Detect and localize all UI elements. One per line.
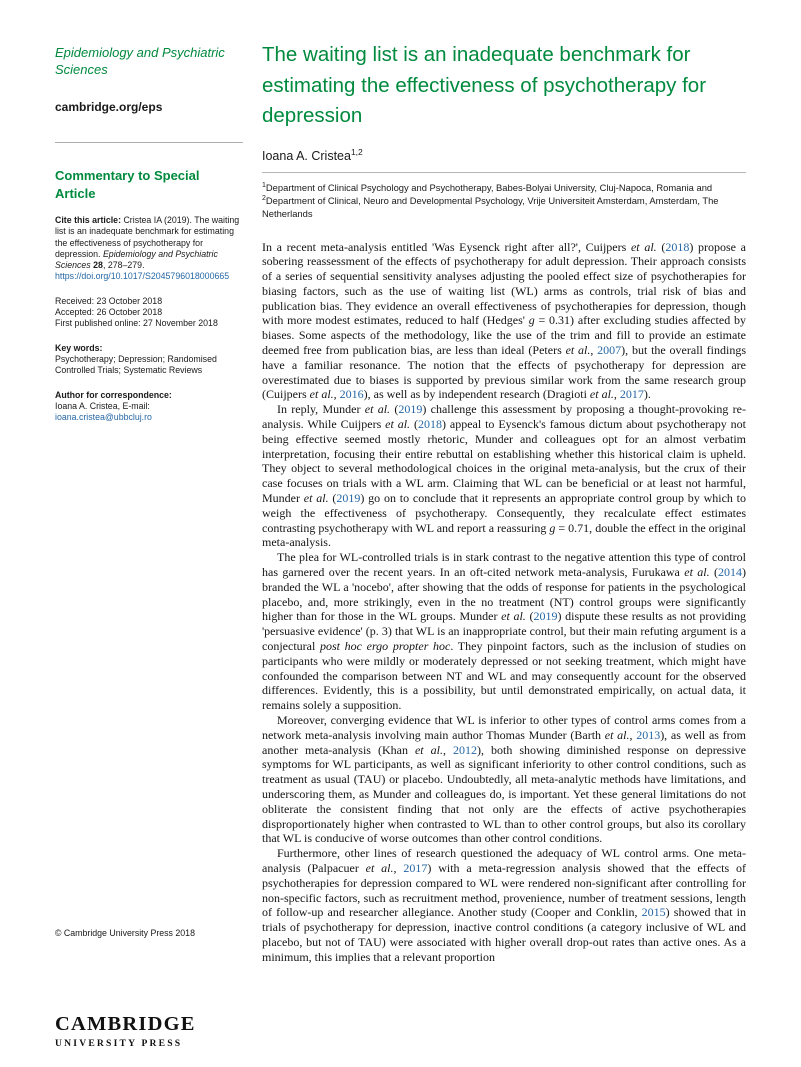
- body-paragraph: [262, 846, 746, 964]
- citation-link[interactable]: 2014: [718, 565, 743, 580]
- text-run: ), both showing diminished response on depressive symptoms for WL participants, as well as significant inferiority to other control conditions, such as treatment as usual (TAU) or placebo. Undoubtedly, all meta-analytic methods have limitations, and underscoring them, as Munder and colleagues do, is important. Yet these general limitations do not obliterate the consistent finding that not only are the effects of active psychotherapies disproportionately higher when contrasted to WL than to other control groups, but also its corollary that WL is conducive of worse outcomes than other control conditions.: [262, 742, 747, 846]
- text-run: Moreover, converging evidence that WL is inferior to other types of control arms comes from a network meta-analysis involving main author Thomas Munder (Barth: [262, 713, 746, 742]
- text-run: (: [390, 402, 399, 417]
- text-run: . They pinpoint factors, such as the inclusion of studies on participants who were mildly or moderately depressed or not seeking treatment, which might have confounded the comparison between NT and WL and may consequently account for the observed differences. Evidently, this is a possibility, but until demonstrated empirically, on actual data, it remains solely a supposition.: [262, 639, 746, 713]
- affiliation-2-text: Department of Clinical, Neuro and Developmental Psychology, Vrije Universiteit Amsterdam, Amsterdam, The Netherlands: [262, 194, 719, 219]
- italic-text: et al.: [565, 343, 591, 358]
- title-divider: [262, 172, 746, 173]
- journal-name: Epidemiology and Psychiatric Sciences: [55, 45, 225, 77]
- cite-pages: , 278–279.: [102, 260, 145, 271]
- text-run: ,: [629, 727, 637, 742]
- citation-link[interactable]: 2018: [417, 417, 442, 432]
- received-date: Received: 23 October 2018: [55, 295, 163, 306]
- text-run: In reply, Munder: [277, 402, 365, 417]
- citation-link[interactable]: 2019: [533, 609, 558, 624]
- body-paragraph: [262, 550, 746, 713]
- text-run: ) appeal to Eysenck's famous dictum about psychotherapy not being effective seemed mostly rhetoric, Munder and colleagues opt for an almost verbatim interpretation, focusing their entire rebuttal on establishing whether this historical claim is upheld. They object to several methodological choices in the original meta-analysis, but the crux of their case focuses on trials with a WL arm. Claiming that WL can be beneficial or at least not harmful, Munder: [262, 417, 746, 506]
- italic-text: post hoc ergo propter hoc: [319, 639, 451, 654]
- correspondence-email-link[interactable]: ioana.cristea@ubbcluj.ro: [55, 412, 152, 423]
- article-body: [262, 240, 746, 965]
- text-run: ), but the overall findings have a familiar resonance. The notion that the effects of psychotherapy for depression are overestimated due to biases is supported by previous similar work from the same research group (Cuijpers: [262, 343, 747, 402]
- citation-link[interactable]: 2017: [403, 860, 428, 875]
- author-line: [262, 146, 746, 163]
- text-run: ) challenge this assessment by proposing a thought-provoking re-analysis. While Cuijpers: [262, 402, 746, 432]
- text-run: ) branded the WL a 'nocebo', after showing that the odds of response for patients in the psychological placebo, and, more strikingly, even in the no treatment (NT) control groups were significantly higher than for those in the WL groups. Munder: [262, 565, 747, 624]
- citation-block: [55, 215, 243, 283]
- logo-wordmark-cambridge: CAMBRIDGE: [55, 1013, 196, 1035]
- accepted-date: Accepted: 26 October 2018: [55, 307, 163, 318]
- citation-link[interactable]: 2019: [398, 402, 423, 417]
- italic-text: et al.: [365, 860, 394, 875]
- article-title: The waiting list is an inadequate benchmark for estimating the effectiveness of psychotherapy for depression: [262, 43, 707, 127]
- text-run: ,: [442, 742, 453, 757]
- text-run: ) showed that in trials of psychotherapy for depression, inactive control conditions (a category inclusive of WL and placebo, but not of TAU) were associated with higher overall drop-out rates than active ones. As a minimum, this implies that a relevant proportion: [262, 905, 746, 964]
- body-paragraph: [262, 713, 746, 846]
- citation-link[interactable]: 2017: [619, 387, 644, 402]
- journal-url-link[interactable]: cambridge.org/eps: [55, 100, 163, 114]
- text-run: The plea for WL-controlled trials is in stark contrast to the negative attention this type of control has garnered over the recent years. In an oft-cited network meta-analysis, Furukawa: [262, 550, 746, 580]
- text-run: Furthermore, other lines of research questioned the adequacy of WL control arms. One meta-analysis (Palpacuer: [262, 846, 746, 875]
- italic-text: et al.: [414, 742, 443, 757]
- sidebar: [55, 44, 243, 432]
- author-affiliation-sup: 1,2: [350, 146, 363, 157]
- text-run: (: [656, 239, 666, 254]
- keywords-block: [55, 343, 243, 377]
- cite-journal-name: Epidemiology and Psychiatric Sciences: [55, 248, 218, 271]
- affiliation-1-sup: 1: [262, 181, 266, 189]
- italic-text: et al.: [630, 239, 657, 254]
- author-name: Ioana A. Cristea: [262, 148, 351, 163]
- italic-text: et al.: [303, 491, 329, 506]
- text-run: ).: [643, 387, 651, 402]
- logo-wordmark-university-press: UNIVERSITY PRESS: [55, 1037, 183, 1049]
- citation-link[interactable]: 2016: [339, 387, 364, 402]
- body-paragraph: [262, 240, 746, 403]
- text-run: ) dispute these results as not providing 'persuasive evidence' (p. 3) that WL is an inappropriate control, but their main refuting argument is a conjectural: [262, 609, 747, 654]
- text-run: (: [709, 565, 719, 580]
- text-run: ) with a meta-regression analysis showed that the effects of psychotherapies for depression compared to WL were rendered non-significant after controlling for non-specific factors, such as recruitment method, provenience, number of treatment sessions, length of follow-up and researcher allegiance. Another study (Cooper and Conklin,: [262, 860, 747, 920]
- correspondence-text: Ioana A. Cristea, E-mail:: [55, 400, 150, 411]
- text-run: (: [525, 609, 534, 624]
- sidebar-divider: [55, 142, 243, 143]
- text-run: ) go on to conclude that it represents an appropriate control group by which to weigh the effectiveness of psychotherapy. Consequently, they recalculate effect estimates contrasting psychotherapy with WL and report a reassuring: [262, 491, 747, 535]
- italic-text: et al.: [364, 402, 391, 417]
- text-run: ), as well as by independent research (Dragioti: [363, 387, 590, 402]
- correspondence-block: [55, 390, 243, 424]
- published-date: First published online: 27 November 2018: [55, 318, 218, 329]
- article-main: [262, 40, 746, 965]
- text-run: = 0.31) after excluding studies affected by biases. Some aspects of the methodology, like the use of the trim and fill to provide an estimate deemed free from publication bias, are less than ideal (Peters: [262, 313, 747, 358]
- citation-link[interactable]: 2007: [597, 343, 622, 358]
- copyright-notice: © Cambridge University Press 2018: [55, 928, 195, 938]
- citation-link[interactable]: 2012: [453, 742, 477, 757]
- text-run: ,: [590, 343, 598, 358]
- cite-text: Cristea IA (2019). The waiting list is an inadequate benchmark for estimating the effectiveness of psychotherapy for depression.: [55, 215, 240, 259]
- doi-link[interactable]: https://doi.org/10.1017/S2045796018000665: [55, 271, 230, 282]
- text-run: ), as well as from another meta-analysis (Khan: [262, 727, 747, 757]
- text-run: In a recent meta-analysis entitled 'Was Eysenck right after all?', Cuijpers: [262, 239, 631, 254]
- italic-text: g: [549, 520, 556, 535]
- affiliation-1-text: Department of Clinical Psychology and Psychotherapy, Babes-Bolyai University, Cluj-Napoca, Romania and: [265, 181, 713, 193]
- article-dates: [55, 296, 243, 330]
- affiliations: [262, 181, 746, 220]
- italic-text: et al.: [501, 609, 526, 624]
- body-paragraph: [262, 402, 746, 550]
- cite-volume: 28: [93, 260, 103, 271]
- text-run: ,: [393, 860, 404, 875]
- italic-text: g: [528, 313, 535, 328]
- citation-link[interactable]: 2019: [336, 491, 361, 506]
- italic-text: et al.: [385, 417, 411, 432]
- italic-text: et al.: [309, 387, 334, 402]
- text-run: = 0.71, double the effect in the original meta-analysis.: [262, 520, 746, 550]
- article-type-heading: Commentary to Special Article: [55, 168, 200, 201]
- italic-text: et al.: [589, 387, 614, 402]
- text-run: ) propose a sobering reassessment of the effects of psychotherapy for adult depression. Their approach consists of a series of sequential sensitivity analyses adjusting the pooled effect size of psychotherapies for biasing factors, such as the use of waiting list (WL) arms as controls, trial risk of bias and publication bias. They evidence an overall effectiveness of psychotherapies for depression, though with more modest estimates, reduced to half (Hedges': [262, 239, 746, 328]
- keywords-text: Psychotherapy; Depression; Randomised Controlled Trials; Systematic Reviews: [55, 353, 217, 376]
- italic-text: et al.: [684, 565, 710, 580]
- text-run: ,: [613, 387, 620, 402]
- cambridge-university-press-logo: [55, 1014, 196, 1048]
- text-run: ,: [333, 387, 340, 402]
- cite-label: Cite this article:: [55, 215, 124, 225]
- affiliation-2-sup: 2: [262, 194, 266, 202]
- citation-link[interactable]: 2015: [641, 905, 666, 920]
- text-run: (: [410, 417, 418, 432]
- correspondence-label: Author for correspondence:: [55, 389, 172, 400]
- text-run: (: [328, 491, 337, 506]
- italic-text: et al.: [604, 727, 630, 742]
- citation-link[interactable]: 2013: [636, 727, 661, 742]
- keywords-label: Key words:: [55, 342, 103, 353]
- citation-link[interactable]: 2018: [665, 239, 690, 254]
